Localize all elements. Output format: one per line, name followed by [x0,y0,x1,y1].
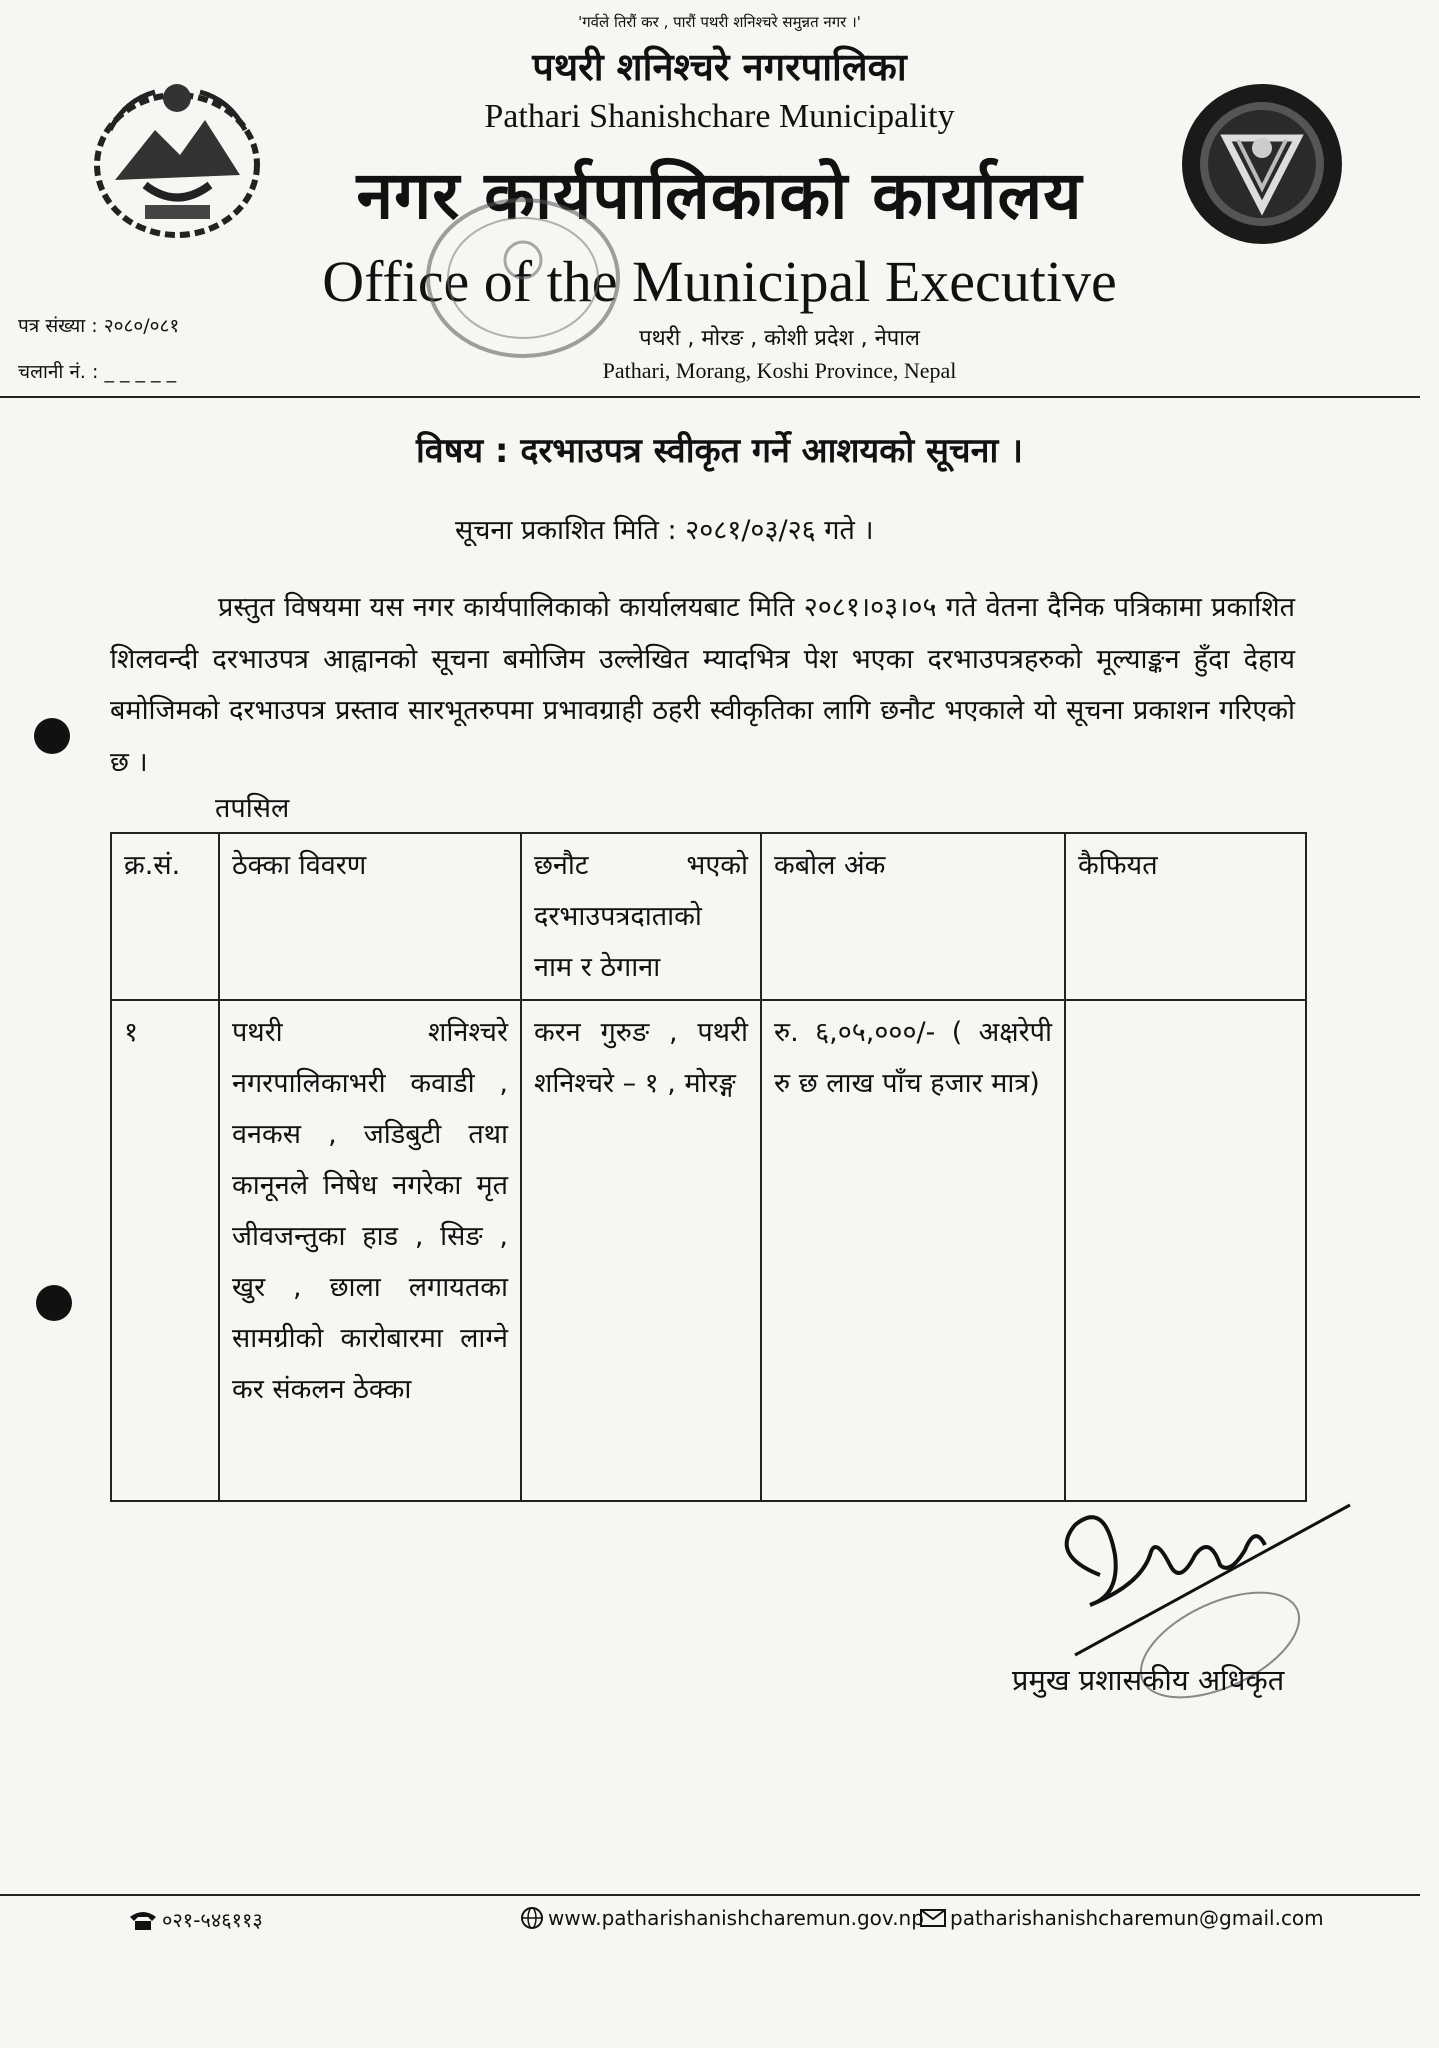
address-en: Pathari, Morang, Koshi Province, Nepal [602,358,957,383]
phone-number: ०२१-५४६११३ [162,1908,263,1932]
row-amount: रु. ६,०५,०००/- ( अक्षरेपी रु छ लाख पाँच हजार मात्र) [761,1000,1065,1501]
header-divider [0,396,1420,398]
header-remarks: कैफियत [1065,833,1306,1000]
office-stamp-icon [418,190,628,365]
globe-icon [520,1906,544,1930]
dispatch-number: चलानी नं. : _ _ _ _ _ [18,361,177,383]
municipality-name-en: Pathari Shanishchare Municipality [484,98,955,135]
punch-hole [36,1285,72,1321]
address-np: पथरी , मोरङ , कोशी प्रदेश , नेपाल [639,326,920,351]
footer-email [920,1906,1324,1930]
row-description: पथरी शनिश्चरे नगरपालिकाभरी कवाडी , वनकस , जडिबुटी तथा कानूनले निषेध नगरेका मृत जीवजन्तुका हाड , सिङ , खुर , छाला लगायतका सामग्रीको कारोबारमा लाग्ने कर संकलन ठेक्का [219,1000,521,1501]
municipality-name-np: पथरी शनिश्चरे नगरपालिका [532,45,907,89]
coat-of-arms-icon [85,70,270,245]
signatory-designation: प्रमुख प्रशासकीय अधिकृत [1012,1663,1285,1697]
header-amount: कबोल अंक [761,833,1065,1000]
email-link[interactable]: patharishanishcharemun@gmail.com [950,1906,1324,1930]
table-row [111,1000,1306,1501]
motto: 'गर्वले तिरौं कर , पारौं पथरी शनिश्चरे समुन्नत नगर ।' [578,13,861,31]
punch-hole [34,718,70,754]
notice-subject: विषय : दरभाउपत्र स्वीकृत गर्ने आशयको सूचना । [416,431,1023,471]
header-description: ठेक्का विवरण [219,833,521,1000]
details-label: तपसिल [215,793,290,824]
phone-icon [128,1909,158,1931]
footer-divider [0,1894,1420,1896]
table-header-row [111,833,1306,1000]
bid-table [110,832,1307,1502]
letter-number: पत्र संख्या : २०८०/०८१ [18,315,180,337]
row-sn: १ [111,1000,219,1501]
header-bidder: छनौट भएको दरभाउपत्रदाताको नाम र ठेगाना [521,833,761,1000]
row-remarks [1065,1000,1306,1501]
website-link[interactable]: www.patharishanishcharemun.gov.np [548,1906,924,1930]
header-sn: क्र.सं. [111,833,219,1000]
mail-icon [920,1909,946,1927]
notice-body: प्रस्तुत विषयमा यस नगर कार्यपालिकाको कार्यालयबाट मिति २०८१।०३।०५ गते वेतना दैनिक पत्रिकामा प्रकाशित शिलवन्दी दरभाउपत्र आह्वानको सूचना बमोजिम उल्लेखित म्यादभित्र पेश भएका दरभाउपत्रहरुको मूल्याङ्कन हुँदा देहाय बमोजिमको दरभाउपत्र प्रस्ताव सारभूतरुपमा प्रभावग्राही ठहरी स्वीकृतिका लागि छनौट भएकाले यो सूचना प्रकाशन गरिएको छ । [110,592,1295,778]
row-bidder: करन गुरुङ , पथरी शनिश्चरे – १ , मोरङ्ग [521,1000,761,1501]
published-date: सूचना प्रकाशित मिति : २०८१/०३/२६ गते । [455,515,874,546]
footer-website [520,1906,924,1930]
office-title-np: नगर कार्यपालिकाको कार्यालय [356,157,1083,234]
footer-phone [128,1906,263,1933]
office-title-en: Office of the Municipal Executive [322,249,1117,314]
municipality-seal-icon [1178,78,1346,250]
